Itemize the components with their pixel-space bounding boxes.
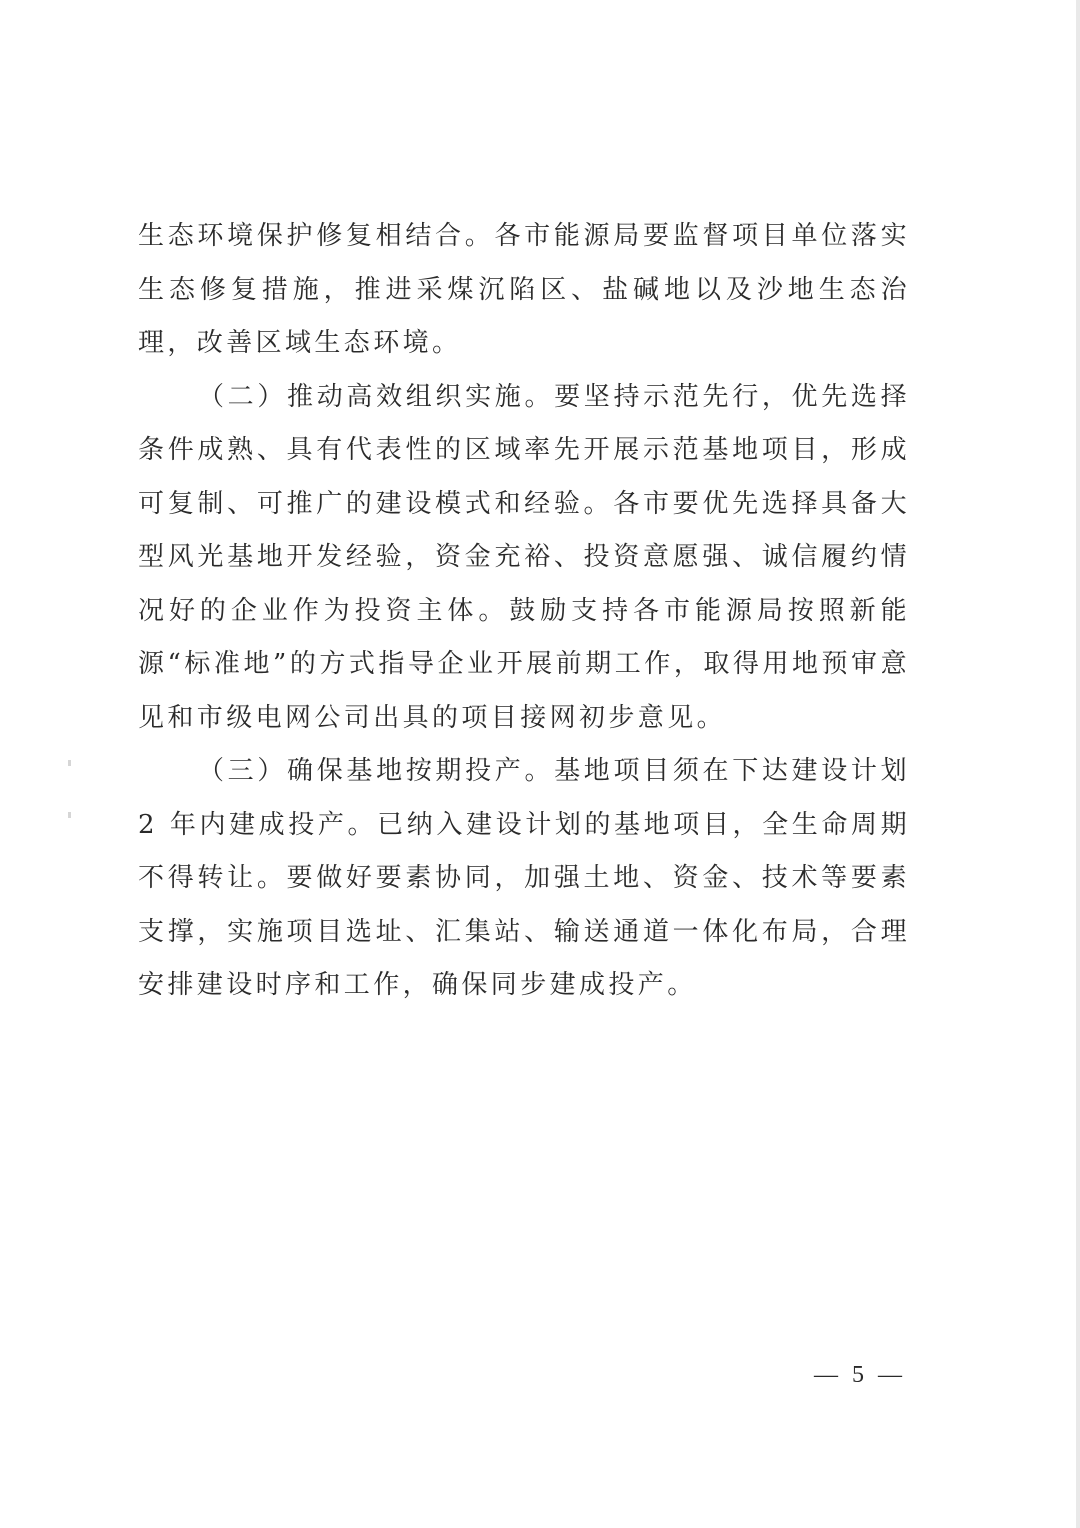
paragraph-section-2: （二）推动高效组织实施。要坚持示范先行，优先选择条件成熟、具有代表性的区域率先开展示范基地项目，形成可复制、可推广的建设模式和经验。各市要优先选择具备大型风光基地开发经验，资金充裕、投资意愿强、诚信履约情况好的企业作为投资主体。鼓励支持各市能源局按照新能源“标准地”的方式指导企业开展前期工作，取得用地预审意见和市级电网公司出具的项目接网初步意见。 (138, 381, 910, 733)
paragraph-section-3: （三）确保基地按期投产。基地项目须在下达建设计划 2 年内建成投产。已纳入建设计划的基地项目，全生命周期不得转让。要做好要素协同，加强土地、资金、技术等要素支撑，实施项目选址、汇集站、输送通道一体化布局，合理安排建设时序和工作，确保同步建成投产。 (138, 756, 910, 1000)
document-body (138, 210, 910, 1013)
scan-mark (68, 812, 71, 818)
scan-mark (68, 760, 71, 766)
page-number: — 5 — (814, 1362, 906, 1388)
paragraph-continuation: 生态环境保护修复相结合。各市能源局要监督项目单位落实生态修复措施，推进采煤沉陷区、盐碱地以及沙地生态治理，改善区域生态环境。 (138, 221, 910, 358)
page-edge (1076, 0, 1080, 1528)
